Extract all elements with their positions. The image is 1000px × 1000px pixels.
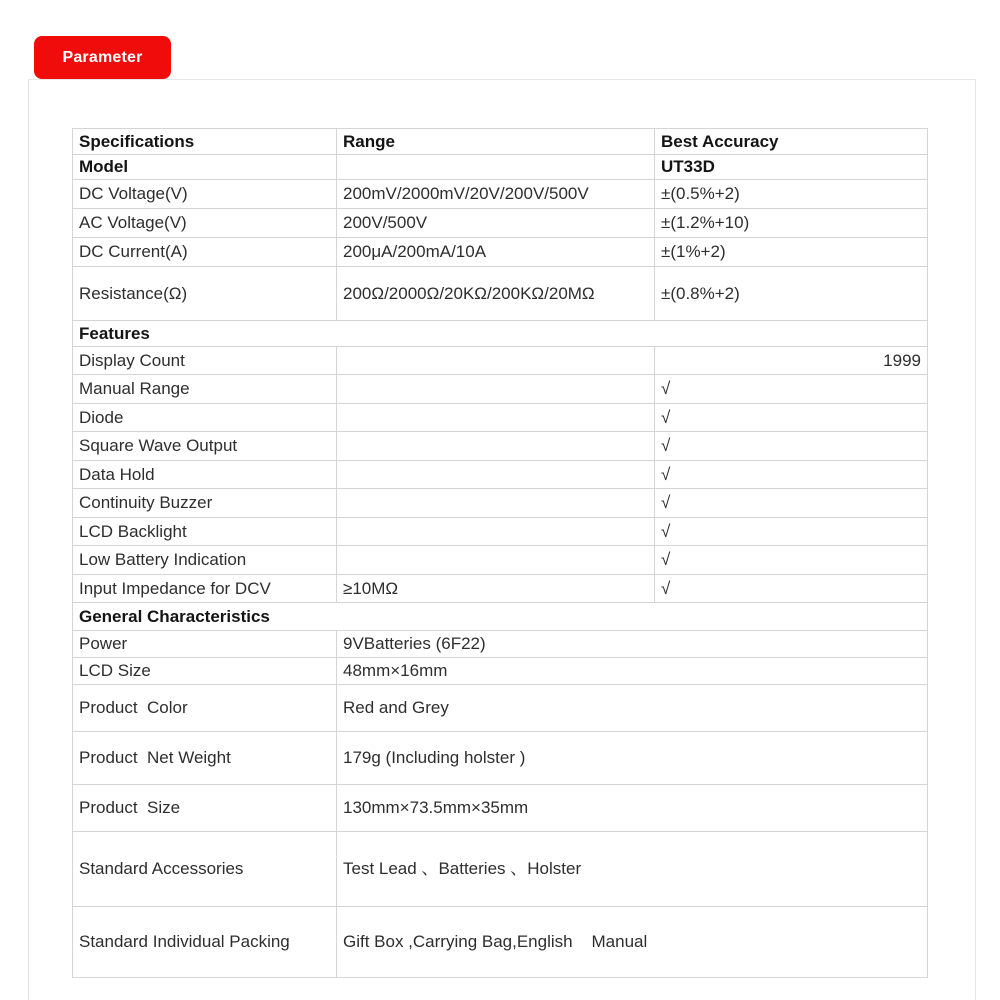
- spec-accuracy-cell: ±(1%+2): [655, 238, 928, 267]
- feature-row: [73, 347, 928, 375]
- spec-range-cell: 200V/500V: [337, 209, 655, 238]
- feature-value-cell: √: [655, 404, 928, 432]
- feature-range-cell: [337, 518, 655, 546]
- feature-label-cell: Square Wave Output: [73, 432, 337, 461]
- spec-accuracy-cell: ±(1.2%+10): [655, 209, 928, 238]
- column-header-range: Range: [337, 129, 655, 155]
- section-header-cell: Features: [73, 321, 928, 347]
- general-value-cell: 48mm×16mm: [337, 658, 928, 685]
- general-label-cell: Product Size: [73, 785, 337, 832]
- feature-value-cell: √: [655, 432, 928, 461]
- spec-range-cell: 200mV/2000mV/20V/200V/500V: [337, 180, 655, 209]
- general-row: [73, 785, 928, 832]
- feature-range-cell: [337, 347, 655, 375]
- feature-row: [73, 461, 928, 489]
- section-header-cell: General Characteristics: [73, 603, 928, 631]
- content-panel: [28, 79, 976, 1000]
- feature-label-cell: Data Hold: [73, 461, 337, 489]
- feature-range-cell: [337, 546, 655, 575]
- feature-label-cell: Manual Range: [73, 375, 337, 404]
- general-row: [73, 685, 928, 732]
- feature-value-cell: 1999: [655, 347, 928, 375]
- general-row: [73, 658, 928, 685]
- parameter-tab[interactable]: Parameter: [34, 36, 171, 79]
- general-label-cell: Product Net Weight: [73, 732, 337, 785]
- specifications-table-body: [73, 129, 928, 978]
- feature-value-cell: √: [655, 546, 928, 575]
- model-label-cell: Model: [73, 155, 337, 180]
- feature-row: [73, 375, 928, 404]
- general-label-cell: LCD Size: [73, 658, 337, 685]
- general-label-cell: Power: [73, 631, 337, 658]
- spec-label-cell: AC Voltage(V): [73, 209, 337, 238]
- spec-label-cell: Resistance(Ω): [73, 267, 337, 321]
- spec-range-cell: 200μA/200mA/10A: [337, 238, 655, 267]
- feature-range-cell: [337, 432, 655, 461]
- spec-accuracy-cell: ±(0.5%+2): [655, 180, 928, 209]
- feature-label-cell: LCD Backlight: [73, 518, 337, 546]
- feature-value-cell: √: [655, 461, 928, 489]
- feature-range-cell: [337, 489, 655, 518]
- feature-range-cell: ≥10MΩ: [337, 575, 655, 603]
- feature-row: [73, 432, 928, 461]
- feature-label-cell: Continuity Buzzer: [73, 489, 337, 518]
- general-value-cell: Test Lead 、Batteries 、Holster: [337, 832, 928, 907]
- spec-row: [73, 180, 928, 209]
- feature-row: [73, 546, 928, 575]
- feature-row: [73, 518, 928, 546]
- feature-value-cell: √: [655, 489, 928, 518]
- general-label-cell: Standard Accessories: [73, 832, 337, 907]
- features-section-row: [73, 321, 928, 347]
- general-section-row: [73, 603, 928, 631]
- general-label-cell: Standard Individual Packing: [73, 907, 337, 978]
- general-value-cell: 9VBatteries (6F22): [337, 631, 928, 658]
- spec-label-cell: DC Voltage(V): [73, 180, 337, 209]
- model-range-cell: [337, 155, 655, 180]
- feature-range-cell: [337, 404, 655, 432]
- spec-label-cell: DC Current(A): [73, 238, 337, 267]
- feature-row: [73, 575, 928, 603]
- feature-value-cell: √: [655, 518, 928, 546]
- spec-range-cell: 200Ω/2000Ω/20KΩ/200KΩ/20MΩ: [337, 267, 655, 321]
- specifications-table: [72, 128, 928, 978]
- column-header-specifications: Specifications: [73, 129, 337, 155]
- feature-row: [73, 404, 928, 432]
- spec-row: [73, 238, 928, 267]
- feature-range-cell: [337, 375, 655, 404]
- feature-label-cell: Display Count: [73, 347, 337, 375]
- feature-label-cell: Diode: [73, 404, 337, 432]
- feature-value-cell: √: [655, 375, 928, 404]
- table-header-row: [73, 129, 928, 155]
- feature-range-cell: [337, 461, 655, 489]
- general-label-cell: Product Color: [73, 685, 337, 732]
- general-row: [73, 832, 928, 907]
- general-value-cell: 130mm×73.5mm×35mm: [337, 785, 928, 832]
- general-value-cell: 179g (Including holster ): [337, 732, 928, 785]
- model-value-cell: UT33D: [655, 155, 928, 180]
- spec-accuracy-cell: ±(0.8%+2): [655, 267, 928, 321]
- general-row: [73, 732, 928, 785]
- model-row: [73, 155, 928, 180]
- feature-value-cell: √: [655, 575, 928, 603]
- feature-label-cell: Input Impedance for DCV: [73, 575, 337, 603]
- general-value-cell: Red and Grey: [337, 685, 928, 732]
- spec-row: [73, 267, 928, 321]
- column-header-best-accuracy: Best Accuracy: [655, 129, 928, 155]
- general-row: [73, 631, 928, 658]
- general-value-cell: Gift Box ,Carrying Bag,English Manual: [337, 907, 928, 978]
- feature-label-cell: Low Battery Indication: [73, 546, 337, 575]
- general-row: [73, 907, 928, 978]
- feature-row: [73, 489, 928, 518]
- spec-row: [73, 209, 928, 238]
